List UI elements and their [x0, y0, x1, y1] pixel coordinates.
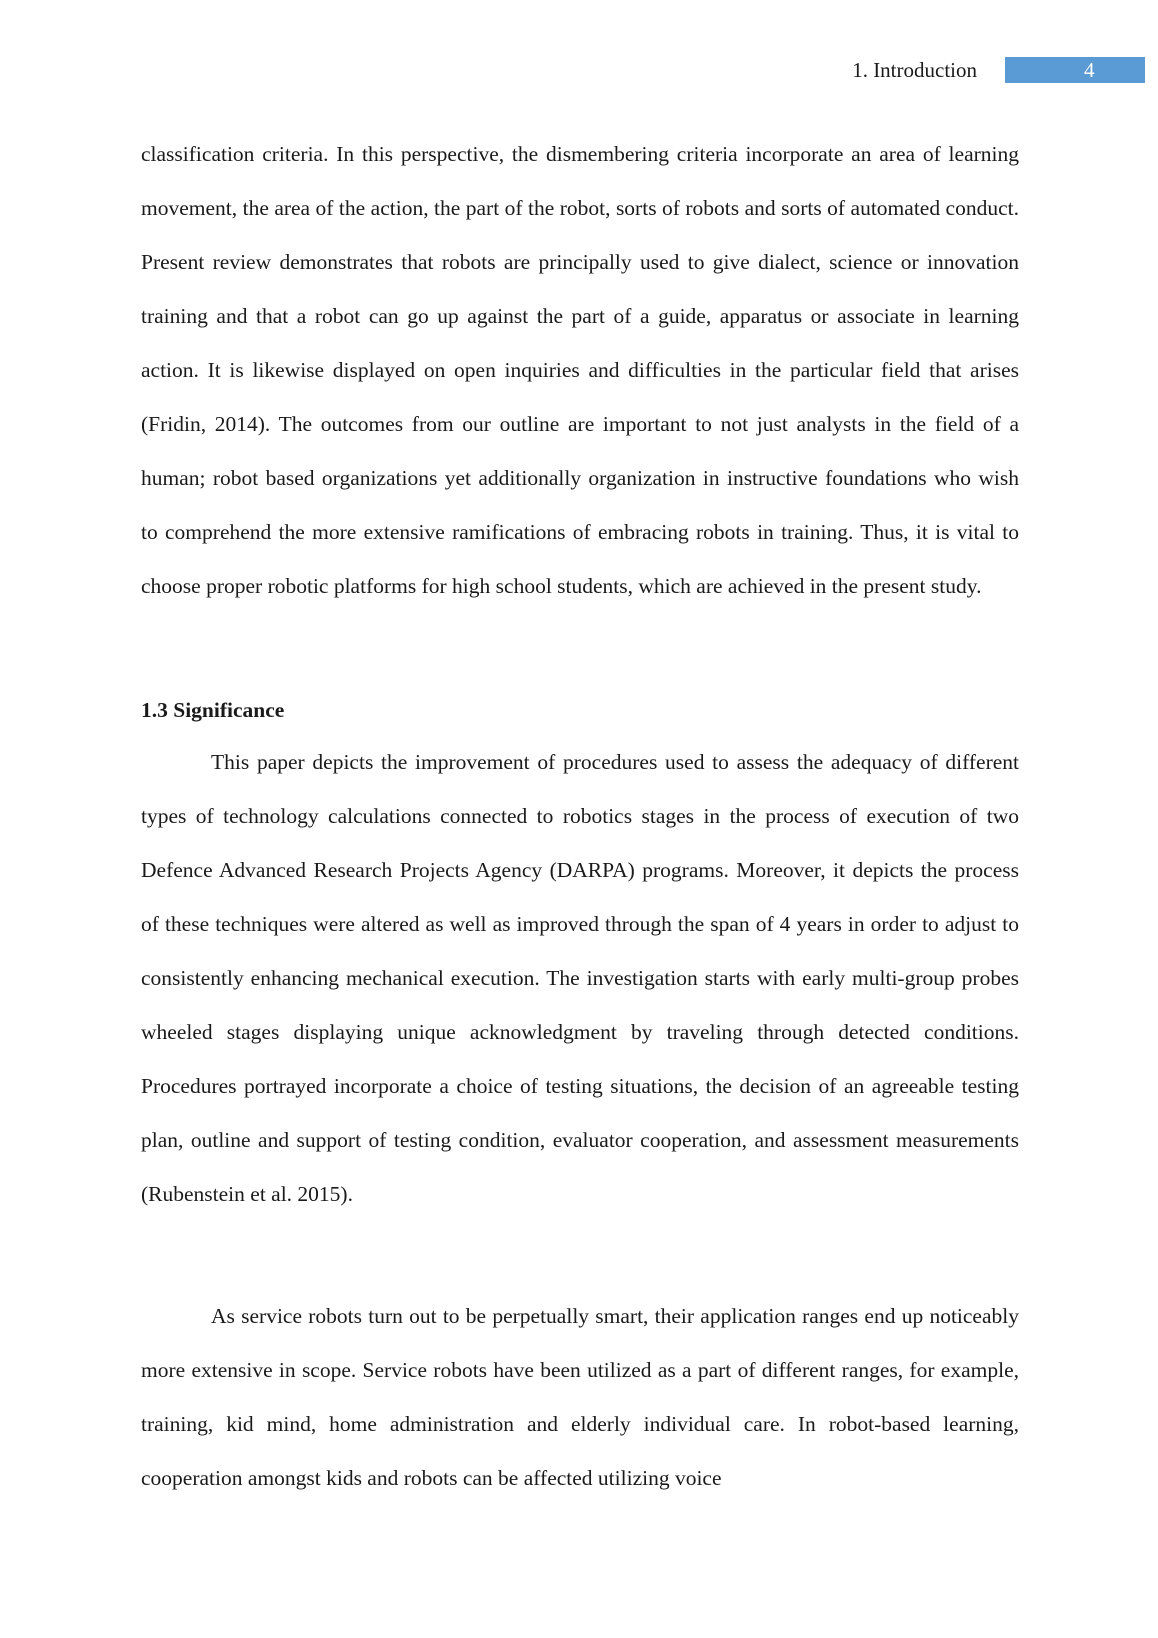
page-number: 4 — [1084, 58, 1095, 82]
header-accent-bar — [1005, 57, 1145, 83]
section-heading-significance: 1.3 Significance — [141, 698, 285, 722]
body-paragraph-2: This paper depicts the improvement of procedures used to assess the adequacy of different types of technology calculations connected to robotics stages in the process of execution of two Defence Advanced Research Projects Agency (DARPA) programs. Moreover, it depicts the process of these techniques were altered as well as improved through the span of 4 years in order to adjust to consistently enhancing mechanical execution. The investigation starts with early multi-group probes wheeled stages displaying unique acknowledgment by traveling through detected conditions. Procedures portrayed incorporate a choice of testing situations, the decision of an agreeable testing plan, outline and support of testing condition, evaluator cooperation, and assessment measurements (Rubenstein et al. 2015). — [141, 750, 1019, 1206]
body-paragraph-3: As service robots turn out to be perpetually smart, their application ranges end up noticeably more extensive in scope. Service robots have been utilized as a part of different ranges, for example, training, kid mind, home administration and elderly individual care. In robot-based learning, cooperation amongst kids and robots can be affected utilizing voice — [141, 1304, 1019, 1490]
body-paragraph-1: classification criteria. In this perspective, the dismembering criteria incorporate an area of learning movement, the area of the action, the part of the robot, sorts of robots and sorts of automated conduct. Present review demonstrates that robots are principally used to give dialect, science or innovation training and that a robot can go up against the part of a guide, apparatus or associate in learning action. It is likewise displayed on open inquiries and difficulties in the particular field that arises (Fridin, 2014). The outcomes from our outline are important to not just analysts in the field of a human; robot based organizations yet additionally organization in instructive foundations who wish to comprehend the more extensive ramifications of embracing robots in training. Thus, it is vital to choose proper robotic platforms for high school students, which are achieved in the present study. — [141, 142, 1019, 598]
running-header-title: 1. Introduction — [852, 58, 977, 82]
